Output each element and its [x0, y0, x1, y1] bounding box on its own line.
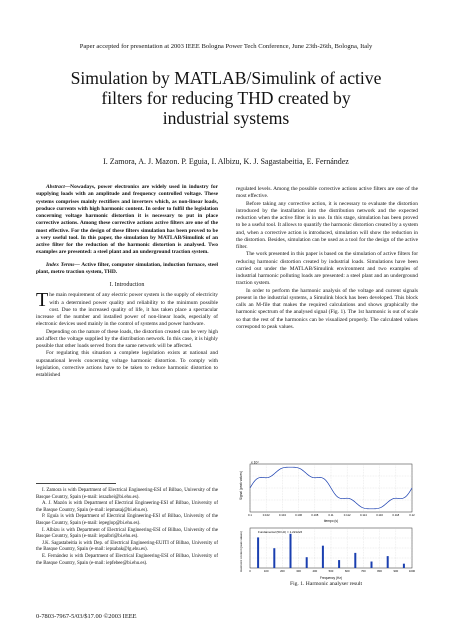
bottom-xtick-label: 600 [344, 569, 350, 573]
bottom-xtick-label: 100 [263, 569, 269, 573]
harmonic-bar [306, 557, 308, 568]
title-line-1: Simulation by MATLAB/Simulink of active [70, 68, 382, 88]
footnote: I. Albizu is with Department of Electrical Engineering-ESI of Bilbao, University of the Basque Country, Spain (e-mail: iepalbri@bi.ehu.es). [36, 527, 218, 540]
left-column [36, 184, 218, 379]
bottom-plot-xticks [249, 569, 415, 573]
harmonic-bar [338, 560, 340, 568]
top-xtick-label: 0.108 [311, 513, 319, 517]
bottom-xtick-label: 1000 [408, 569, 416, 573]
footnote: A. J. Mazón is with Department of Electrical Engineering-ESI of Bilbao, University of the Basque Country, Spain (e-mail: iepmasaj@bi.ehu.es). [36, 501, 218, 513]
title-line-2: filters for reducing THD created by [101, 88, 351, 108]
top-plot-ylabel: Signal (peak values) [239, 471, 243, 500]
abstract-text: —Nowadays, power electronics are widely used in industry for supplying loads with an amplitude and frequency controlled voltage. These systems comprises mainly rectifiers and inverters which, as non-linear loads, produce currents with high harmonic content. In order to fulfil the legislation concerning voltage harmonic distortion it is necessary to put in place corrective actions. Among these corrective actions active filters are one of the most effective. For the design of these filters simulation has been proved to be a very useful tool. In this paper, the simulation by MATLAB/Simulink of an active filter for the reduction of the harmonic distortion is analysed. Two examples are presented: a steel plant and an underground traction system. [36, 184, 218, 256]
index-terms [36, 262, 218, 277]
harmonic-bar [273, 548, 275, 568]
intro-paragraph-1 [36, 289, 218, 328]
abstract [36, 184, 218, 257]
footnote: P. Eguía is with Department of Electrical Engineering-ESI of Bilbao, University of the Basque Country, Spain (e-mail: iepeglop@bi.ehu.es). [36, 514, 218, 526]
right-column [236, 186, 418, 331]
bottom-xtick-label: 500 [328, 569, 334, 573]
right-paragraph: In order to perform the harmonic analysis of the voltage and current signals present in the industrial systems, a Simulink block has been developed. This block calls an M-file that makes the required calculations and shows graphically the harmonic spectrum of the analysed signal (Fig. 1). The 1st harmonic is out of scale so that the rest of the harmonics can be visualized properly. The calculated values correspond to peak values. [236, 287, 418, 330]
top-xtick-label: 0.116 [376, 513, 383, 517]
left-paragraph: For regulating this situation a complete legislation exists at national and supranational levels concerning voltage harmonic distortion. To comply with legislation, corrective actions have to be taken to reduce harmonic distortion to established [36, 350, 218, 378]
footnote: J.K. Sagastabeitia is with Dep. of Electrical Engineering-EUITI of Bilbao, University of the Basque Country, Spain (e-mail: iepsabak@lg.ehu.es). [36, 540, 218, 553]
top-plot-xlabel: tiempo (s) [323, 519, 339, 523]
bottom-xtick-label: 0 [249, 569, 251, 573]
footnote: E. Fernández is with Department of Electrical Engineering-ESI of Bilbao, University of the Basque Country, Spain (e-mail: iepfebee@bi.ehu.es). [36, 553, 218, 566]
bottom-xtick-label: 700 [361, 569, 366, 573]
paper-title [40, 68, 412, 128]
harmonic-bar [371, 562, 373, 568]
top-xtick-label: 0.104 [278, 513, 286, 517]
top-xtick-label: 0.106 [295, 513, 303, 517]
drop-cap: T [36, 289, 49, 312]
bottom-xtick-label: 200 [280, 569, 285, 573]
harmonic-bar [354, 553, 356, 568]
figure-harmonic-analyser [236, 460, 416, 580]
harmonic-bar [257, 537, 259, 568]
top-xtick-label: 0.102 [262, 513, 270, 517]
figure-plots [236, 460, 416, 580]
bottom-xtick-label: 900 [393, 569, 399, 573]
intro-first-text: he main requirement of any electric power system is the supply of electricity with a determined power quality and reliability to the minimum possible cost. Due to the increased quality of life, it has taken place a spectacular increase of the number and installed power of non-linear loads, especially of electronic devices used mainly in the control of systems and power hardware. [36, 292, 218, 328]
top-xtick-label: 0.11 [328, 513, 334, 517]
footnote-rule [36, 483, 116, 484]
copyright-notice: 0-7803-7967-5/03/$17.00 ©2003 IEEE [36, 613, 137, 620]
top-plot-exponent: x 10⁴ [251, 460, 259, 465]
left-paragraph: Depending on the nature of these loads, the distortion created can be very high and affect the voltage supplied by the distribution network. In this case, it is highly possible that other loads served from the same network will be affected. [36, 328, 218, 349]
bottom-xtick-label: 300 [296, 569, 301, 573]
top-xtick-label: 0.114 [360, 513, 367, 517]
bottom-xtick-label: 800 [377, 569, 382, 573]
top-xtick-label: 0.118 [392, 513, 400, 517]
bottom-plot-legend: Fundamental (50 Hz) = 1.2212e5 [258, 530, 303, 534]
figure-caption: Fig. 1. Harmonic analyser result [289, 581, 363, 587]
top-xtick-label: 0.12 [409, 513, 415, 517]
index-terms-text: — Active filter, computer simulation, induction furnace, steel plant, metro traction system, THD. [36, 261, 218, 275]
top-plot-xticks [248, 513, 415, 517]
author-list: I. Zamora, A. J. Mazon. P. Eguia, I. Albizu, K. J. Sagastabeitia, E. Fernández [103, 157, 349, 166]
top-xtick-label: 0.1 [248, 513, 252, 517]
harmonic-bar [322, 546, 324, 568]
bottom-xtick-label: 400 [312, 569, 318, 573]
harmonic-bar [290, 534, 292, 568]
conference-note: Paper accepted for presentation at 2003 IEEE Bologna Power Tech Conference, June 23th-26th, Bologna, Italy [79, 43, 373, 50]
harmonic-bar [403, 564, 405, 568]
title-line-3: industrial systems [162, 108, 290, 128]
bottom-plot-ylabel: Harmonic content (peak values) [239, 531, 243, 572]
index-terms-label: Index Terms [46, 261, 75, 268]
harmonic-bar [387, 556, 389, 568]
right-paragraph: Before taking any corrective action, it is necessary to evaluate the distortion introduced by the installation into the distribution network and the expected reduction when the active filter is in use. In this stage, simulation has been proved to be a useful tool. It allows to quantify the harmonic distortion created by a system and, when a corrective action is introduced, simulation will show the reduction in the distortion. Besides, simulation can be used as a tool for the design of the active filter. [236, 200, 418, 250]
section-heading-introduction: I. Introduction [109, 282, 145, 288]
right-paragraph-continued: regulated levels. Among the possible corrective actions active filters are one of the most effective. [236, 186, 418, 200]
right-paragraph: The work presented in this paper is based on the simulation of active filters for reducing harmonic distortion created by industrial loads. Simulations have been carried out under the MATLAB/Simulink environment and two examples of industrial harmonic polluting loads are presented: a steel plant and an underground traction system. [236, 251, 418, 287]
footnote: I. Zamora is with Department of Electrical Engineering-ESI of Bilbao, University of the Basque Country, Spain (e-mail: iezazhei@bi.ehu.es). [36, 488, 218, 500]
bottom-plot-xlabel: Frequency (Hz) [320, 576, 342, 580]
footnotes [36, 483, 218, 567]
top-xtick-label: 0.112 [343, 513, 351, 517]
abstract-label: Abstract [46, 184, 65, 190]
